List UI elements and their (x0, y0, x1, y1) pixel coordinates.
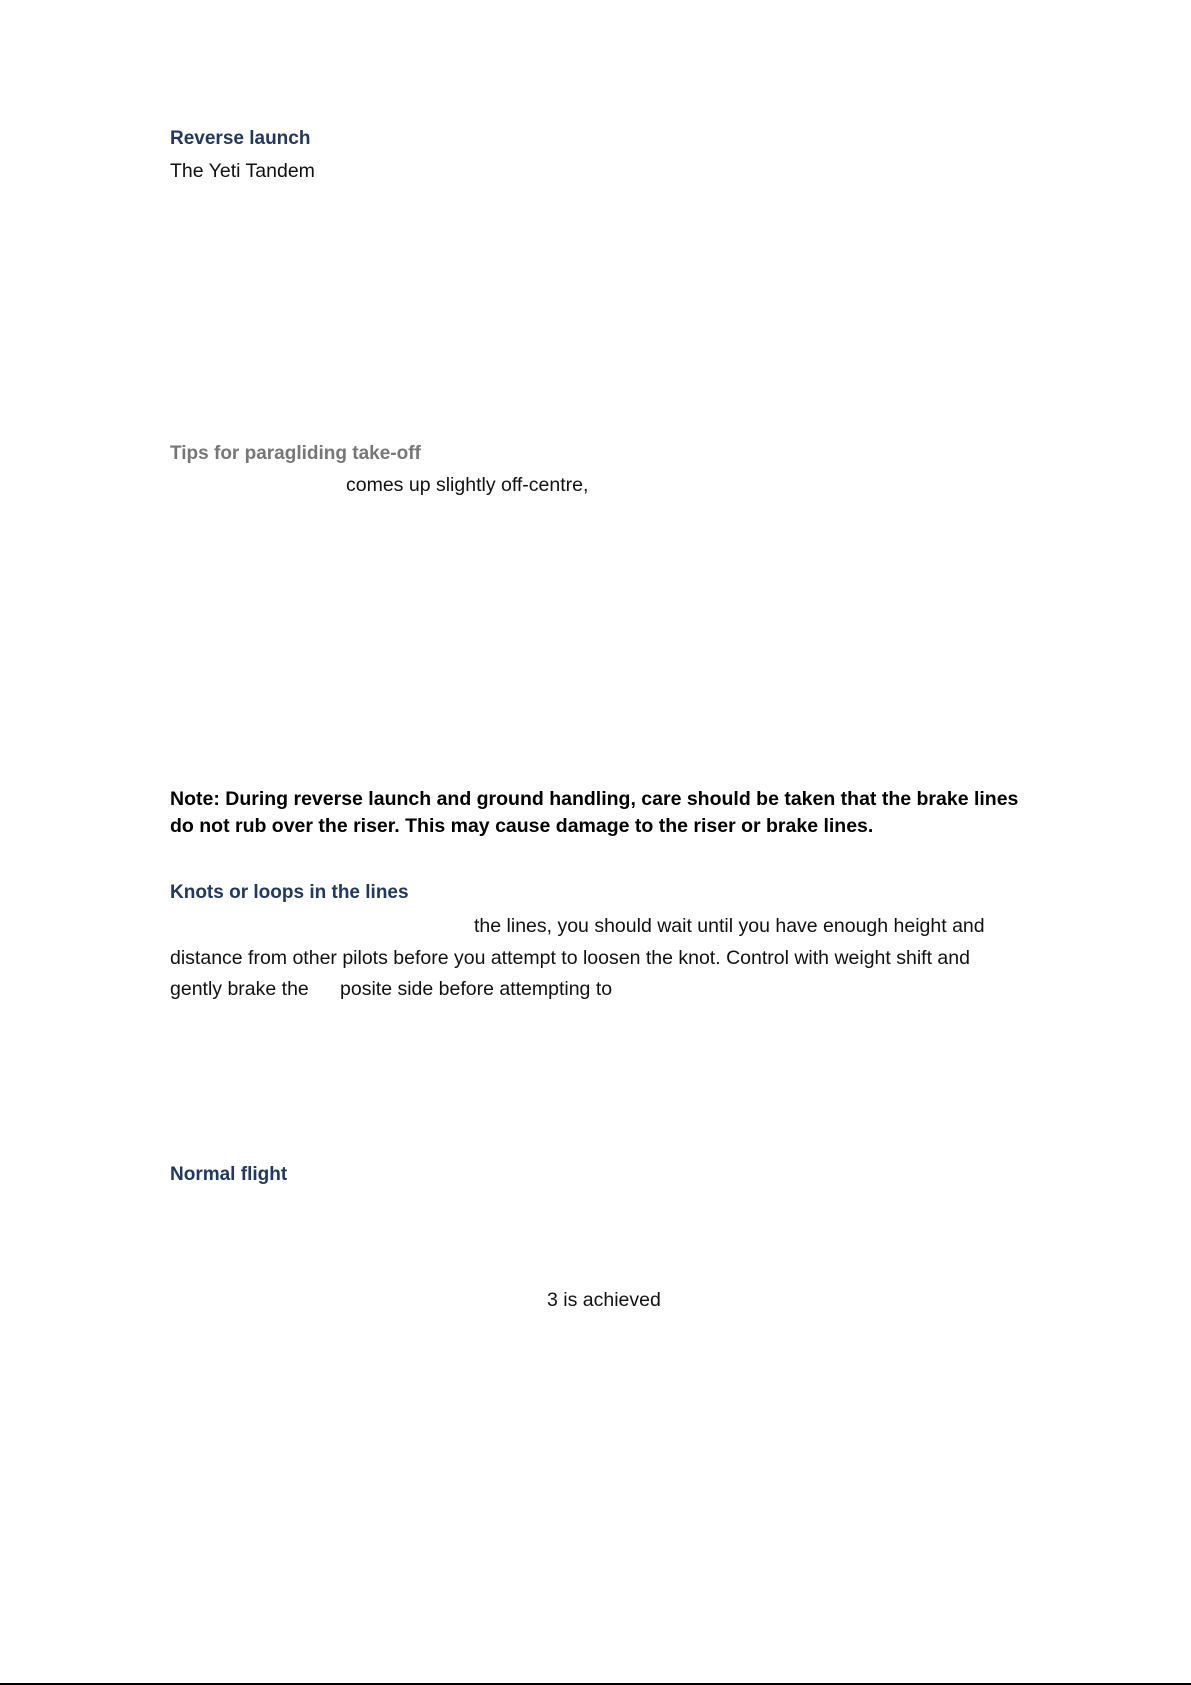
knots-text-line-1: the lines, you should wait until you have enough height and (474, 915, 985, 937)
note-line-1: Note: During reverse launch and ground handling, care should be taken that the brake lines (170, 788, 1019, 810)
tips-text: comes up slightly off-centre, (346, 474, 589, 496)
reverse-launch-text: The Yeti Tandem (170, 160, 315, 182)
note-line-2: do not rub over the riser. This may cause damage to the riser or brake lines. (170, 815, 874, 837)
knots-text-line-3b: posite side before attempting to (340, 978, 613, 1000)
normal-flight-text: 3 is achieved (547, 1289, 661, 1311)
heading-reverse-launch: Reverse launch (170, 128, 311, 149)
heading-knots-loops: Knots or loops in the lines (170, 882, 409, 903)
heading-normal-flight: Normal flight (170, 1164, 288, 1185)
heading-tips-take-off: Tips for paragliding take-off (170, 443, 421, 464)
knots-text-line-2: distance from other pilots before you attempt to loosen the knot. Control with weight shift and (170, 947, 970, 969)
knots-text-line-3a: gently brake the (170, 978, 309, 1000)
